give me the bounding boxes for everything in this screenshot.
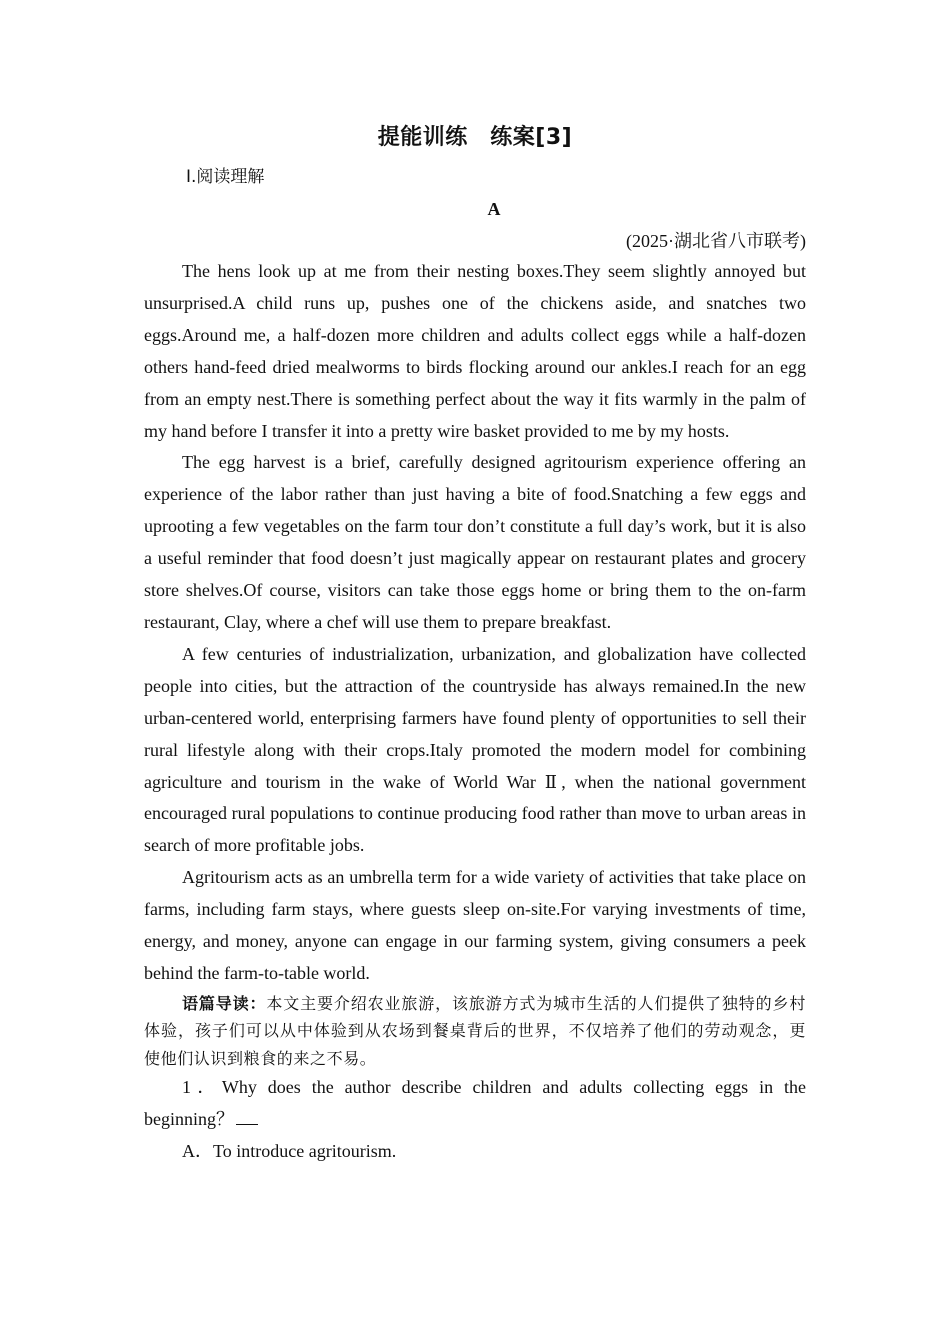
paragraph-3: A few centuries of industrialization, urbanization, and globalization have collected people into cities, but the attraction of the countryside has always remained.In the new urban-centered world, enterprising farmers have found plenty of opportunities to sell their rural lifestyle along with their crops.Italy promoted the modern model for combining agriculture and tourism in the wake of World War Ⅱ, when the national government encouraged rural populations to continue producing food rather than move to urban areas in search of more profitable jobs. — [144, 643, 806, 856]
passage-label: A — [487, 199, 501, 219]
paragraph-1: The hens look up at me from their nesting boxes.They seem slightly annoyed but unsurprised.A child runs up, pushes one of the chickens aside, and snatches two eggs.Around me, a half-dozen more children and adults collect eggs while a half-dozen others hand-feed dried mealworms to birds flocking around our ankles.I reach for an egg from an empty nest.There is something perfect about the way it fits warmly in the palm of my hand before I transfer it into a pretty wire basket provided to me by my hosts. — [144, 261, 806, 441]
question-1-text: 1．Why does the author describe children and adults collecting eggs in the beginning？ — [144, 1077, 806, 1130]
guide-label: 语篇导读： — [182, 993, 267, 1013]
section-heading: Ⅰ.阅读理解 — [186, 167, 265, 187]
page-title: 提能训练 练案[3] — [377, 125, 573, 150]
passage-body — [144, 256, 806, 1168]
question-1 — [144, 1072, 806, 1136]
guide-text: 本文主要介绍农业旅游，该旅游方式为城市生活的人们提供了独特的乡村体验，孩子们可以从中体验到从农场到餐桌背后的世界，不仅培养了他们的劳动观念，更使他们认识到粮食的来之不易。 — [144, 993, 806, 1068]
passage-guide — [144, 990, 806, 1073]
source-citation: (2025·湖北省八市联考) — [626, 231, 806, 251]
paragraph-2: The egg harvest is a brief, carefully designed agritourism experience offering an experience of the labor rather than just having a bite of food.Snatching a few eggs and uprooting a few vegetables on the farm tour don’t constitute a full day’s work, but it is also a useful reminder that food doesn’t just magically appear on restaurant plates and grocery store shelves.Of course, visitors can take those eggs home or bring them to the on-farm restaurant, Clay, where a chef will use them to prepare breakfast. — [144, 452, 806, 632]
paragraph-4: Agritourism acts as an umbrella term for a wide variety of activities that take place on farms, including farm stays, where guests sleep on-site.For varying investments of time, energy, and money, anyone can engage in our farming system, giving consumers a peek behind the farm-to-table world. — [144, 867, 806, 983]
option-a: A．To introduce agritourism. — [182, 1141, 397, 1162]
answer-blank[interactable] — [236, 1108, 258, 1125]
